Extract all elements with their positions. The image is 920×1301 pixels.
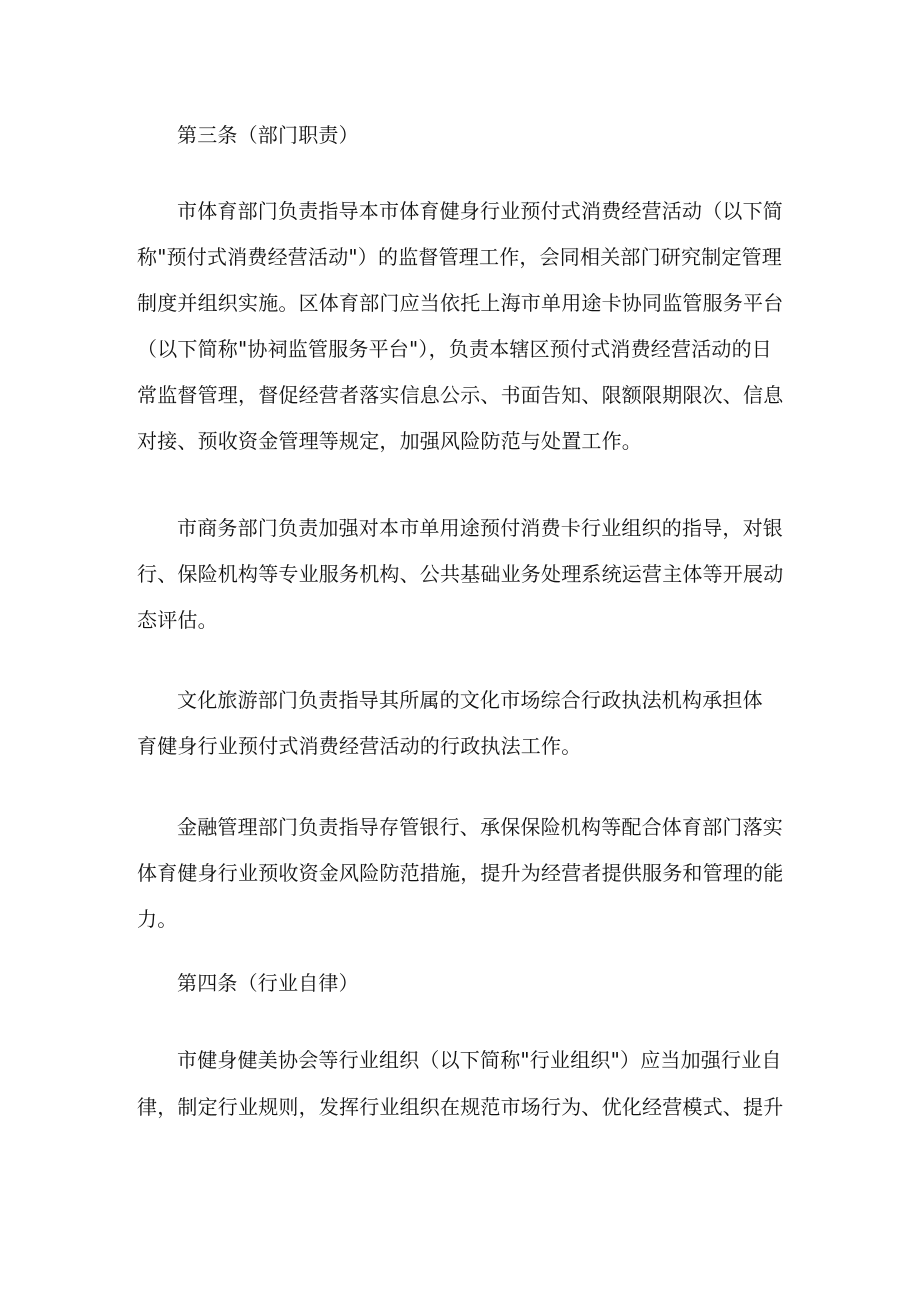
paragraph-line: （以下简称"协祠监管服务平台"），负责本辖区预付式消费经营活动的日 xyxy=(137,337,772,361)
paragraph-line: 市商务部门负责加强对本市单用途预付消费卡行业组织的指导，对银 xyxy=(177,516,783,540)
article-3-heading: 第三条（部门职责） xyxy=(177,123,359,147)
article-4-heading: 第四条（行业自律） xyxy=(177,971,359,995)
paragraph-line: 力。 xyxy=(137,907,178,931)
paragraph-line: 态评估。 xyxy=(137,608,218,632)
paragraph-line: 常监督管理，督促经营者落实信息公示、书面告知、限额限期限次、信息 xyxy=(137,383,784,407)
paragraph-line: 对接、预收资金管理等规定，加强风险防范与处置工作。 xyxy=(137,429,642,453)
paragraph-line: 市体育部门负责指导本市体育健身行业预付式消费经营活动（以下简 xyxy=(177,199,783,223)
paragraph-line: 体育健身行业预收资金风险防范措施，提升为经营者提供服务和管理的能 xyxy=(137,861,784,885)
paragraph-line: 律，制定行业规则，发挥行业组织在规范市场行为、优化经营模式、提升 xyxy=(137,1095,784,1119)
paragraph-line: 文化旅游部门负责指导其所属的文化市场综合行政执法机构承担体 xyxy=(177,688,763,712)
paragraph-line: 市健身健美协会等行业组织（以下简称"行业组织"）应当加强行业自 xyxy=(177,1048,782,1072)
paragraph-line: 行、保险机构等专业服务机构、公共基础业务处理系统运营主体等开展动 xyxy=(137,562,784,586)
paragraph-line: 称"预付式消费经营活动"）的监督管理工作，会同相关部门研究制定管理 xyxy=(137,245,782,269)
paragraph-line: 制度并组织实施。区体育部门应当依托上海市单用途卡协同监管服务平台 xyxy=(137,291,784,315)
paragraph-line: 育健身行业预付式消费经营活动的行政执法工作。 xyxy=(137,734,582,758)
paragraph-line: 金融管理部门负责指导存管银行、承保保险机构等配合体育部门落实 xyxy=(177,815,783,839)
